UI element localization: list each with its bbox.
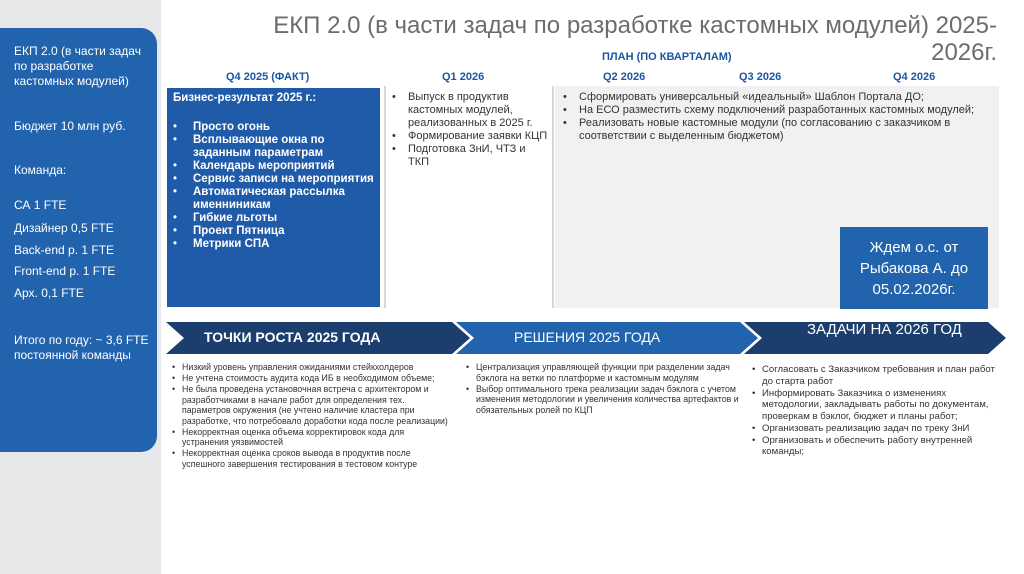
business-item: • Гибкие льготы [171, 212, 377, 225]
later-item: • На ЕСО разместить схему подключений разработанных кастомных модулей; [557, 104, 987, 117]
solutions-list [464, 362, 746, 416]
task-item: • Согласовать с Заказчиком требования и план работ до старта работ [750, 364, 996, 387]
task-item: • Организовать реализацию задач по треку ЗнИ [750, 423, 996, 435]
team-member: Арх. 0,1 FTE [14, 286, 84, 300]
business-item: • Сервис записи на мероприятия [171, 173, 377, 186]
team-member: СА 1 FTE [14, 198, 67, 212]
later-quarters-list [557, 91, 987, 143]
plan-label: ПЛАН (ПО КВАРТАЛАМ) [602, 51, 732, 63]
side-total: Итого по году: ~ 3,6 FTE постоянной команды [14, 333, 149, 362]
q1-item: • Выпуск в продуктив кастомных модулей, реализованных в 2025 г. [386, 91, 548, 130]
growth-item: • Не была проведена установочная встреча с архитектором и разработчиками в начале работ для определения тех. параметров окружения (не учтено наличие кластера при разработке, что потребовало доработки кода после реализации) [170, 384, 452, 426]
chevron-tasks-label: ЗАДАЧИ НА 2026 ГОД [807, 322, 962, 338]
business-item: • Просто огонь [171, 121, 377, 134]
task-item: • Информировать Заказчика о изменениях методологии, закладывать работы по документам, проверкам в бэклог, бюджет и планы работ; [750, 388, 996, 423]
side-intro: ЕКП 2.0 (в части задач по разработке кастомных модулей) [14, 44, 141, 88]
quarter-q2-2026: Q2 2026 [603, 71, 646, 83]
business-item: • Всплывающие окна по заданным параметрам [171, 134, 377, 160]
q1-item: • Формирование заявки КЦП [386, 130, 548, 143]
side-panel [0, 28, 157, 452]
quarter-q1-2026: Q1 2026 [442, 71, 485, 83]
team-member: Front-end р. 1 FTE [14, 264, 116, 278]
later-item: • Сформировать универсальный «идеальный» Шаблон Портала ДО; [557, 91, 987, 104]
q1-item: • Подготовка ЗнИ, ЧТЗ и ТКП [386, 143, 548, 169]
waiting-note [840, 227, 988, 309]
business-title: Бизнес-результат 2025 г.: [173, 92, 317, 104]
business-item: • Автоматическая рассылка именниникам [171, 186, 377, 212]
business-item: • Метрики СПА [171, 238, 377, 251]
business-result-box [167, 88, 380, 307]
growth-item: • Некорректная оценка сроков вывода в продуктив после успешного завершения тестирования в тестовом контуре [170, 448, 452, 469]
business-list [171, 121, 377, 251]
quarter-q3-2026: Q3 2026 [739, 71, 782, 83]
quarter-q4-2026: Q4 2026 [893, 71, 936, 83]
growth-item: • Некорректная оценка объема корректировок кода для устранения уязвимостей [170, 427, 452, 448]
page-title: ЕКП 2.0 (в части задач по разработке кастомных модулей) 2025-2026г. [273, 12, 997, 66]
task-item: • Организовать и обеспечить работу внутренней команды; [750, 435, 996, 458]
growth-points-list [170, 362, 452, 470]
team-member: Дизайнер 0,5 FTE [14, 221, 114, 235]
growth-item: • Не учтена стоимость аудита кода ИБ в необходимом объеме; [170, 373, 452, 384]
side-budget: Бюджет 10 млн руб. [14, 119, 126, 133]
solution-item: • Выбор оптимального трека реализации задач бэклога с учетом изменения методологии и увеличения количества артефактов и обязательных ролей по КЦП [464, 384, 746, 416]
quarter-q4-2025: Q4 2025 (ФАКТ) [226, 71, 310, 83]
tasks-2026-list [750, 364, 996, 458]
side-team-label: Команда: [14, 163, 67, 177]
business-item: • Календарь мероприятий [171, 160, 377, 173]
business-item: • Проект Пятница [171, 225, 377, 238]
chevron-growth-points-label: ТОЧКИ РОСТА 2025 ГОДА [204, 329, 381, 345]
column-divider [552, 86, 554, 308]
q1-list [386, 91, 548, 169]
team-member: Back-end р. 1 FTE [14, 243, 115, 257]
growth-item: • Низкий уровень управления ожиданиями стейкхолдеров [170, 362, 452, 373]
solution-item: • Централизация управляющей функции при разделении задач бэклога на ветки по платформе и кастомным модулям [464, 362, 746, 383]
waiting-note-text: Ждем о.с. от Рыбакова А. до 05.02.2026г. [859, 238, 969, 298]
chevron-solutions-label: РЕШЕНИЯ 2025 ГОДА [514, 329, 661, 345]
later-item: • Реализовать новые кастомные модули (по согласованию с заказчиком в соответствии с выделенным бюджетом) [557, 117, 987, 143]
